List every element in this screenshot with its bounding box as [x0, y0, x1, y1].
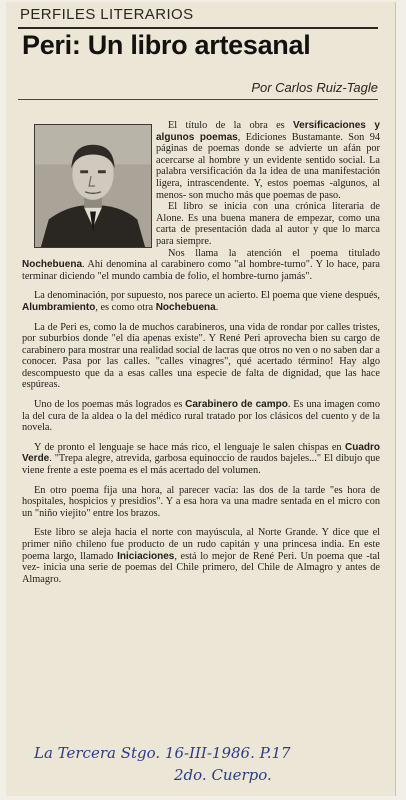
- section-header: PERFILES LITERARIOS: [20, 6, 194, 23]
- article-paragraph: [22, 399, 380, 434]
- bold-title-run: Versificaciones y algunos poemas: [156, 120, 380, 143]
- byline: Por Carlos Ruiz-Tagle: [251, 80, 378, 95]
- text-run: , es como otra: [95, 301, 156, 313]
- bold-title-run: Nochebuena: [155, 301, 216, 313]
- text-run: . Es una imagen como la del cura de la aldea o la del médico rural tratado por los clásicos del cuento y de la novela.: [22, 399, 380, 434]
- text-run: Este libro se aleja hacia el norte con mayúscula, al Norte Grande. Y dice que el primer niño chileno fue producto de un rudo capitán y una princesa india. En este poema largo, llamado: [22, 527, 380, 562]
- text-run: Y de pronto el lenguaje se hace más rico, el lenguaje le salen chispas en: [34, 441, 345, 453]
- text-run: . Ahí denomina al carabinero como "al hombre-turno". Y lo hace, para terminar diciendo "el mundo cambia de folio, el hombre-turno jamás".: [22, 259, 380, 282]
- handwritten-source-date: La Tercera Stgo. 16-III-1986. P.17: [34, 744, 291, 762]
- bold-title-run: Cuadro Verde: [22, 441, 380, 465]
- bold-title-run: Nochebuena: [22, 259, 83, 271]
- bold-title-run: Alumbramiento: [22, 301, 96, 313]
- article-paragraph: [22, 527, 380, 585]
- text-run: La de Peri es, como la de muchos carabineros, una vida de rondar por calles tristes, por suburbios donde "el día apenas existe". Y René Peri aprovecha bien su cargo de carabinero para mostrar una realidad social de lacras que otros no ven o no saben dar a conocer. Pasa por las calles. "calles vinagres", qué acertado término! Hay algo descompuesto que da a esas calles una especie de falta de dignidad, que las hace espúreas.: [22, 321, 380, 391]
- bold-title-run: Carabinero de campo: [185, 399, 288, 411]
- text-run: El libro se inicia con una crónica literaria de Alone. Es una buena manera de empezar, como una carta de presentación dada al autor y que lo marca para siempre.: [156, 201, 380, 247]
- text-run: . "Trepa alegre, atrevida, garbosa equinoccio de raudos bajeles..." El dibujo que viene frente a este poema es el más acertado del volumen.: [22, 453, 380, 477]
- article-body: [22, 120, 380, 585]
- header-rule: [18, 27, 378, 29]
- article-paragraph: [22, 485, 380, 520]
- bold-title-run: Iniciaciones: [117, 550, 175, 562]
- article-paragraph: [22, 442, 380, 477]
- text-run: .: [215, 301, 219, 313]
- text-run: La denominación, por supuesto, nos parece un acierto. El poema que viene después,: [34, 290, 380, 302]
- article-paragraph: [22, 322, 380, 392]
- text-run: , está lo mejor de René Peri. Un poema que -tal vez- inicia una serie de poemas del Chile primero, del Chile de Almagro y antes de Almagro.: [22, 550, 380, 585]
- article-paragraph: [22, 290, 380, 313]
- text-run: Uno de los poemas más logrados es: [34, 399, 186, 411]
- text-run: Nos llama la atención el poema titulado: [168, 247, 380, 259]
- text-run: , Ediciones Bustamante. Son 94 páginas de poemas donde se advierte un afán por acercarse al hombre y un evidente sentido social. La palabra versificación da la idea de una manifestación ligera, intrascendente. Y, estos poemas -algunos, al menos- son mucho más que poemas de paso.: [156, 131, 381, 201]
- text-run: En otro poema fija una hora, al parecer vacía: las dos de la tarde "es hora de hospitales, hospicios y presidios". Y a esa hora va una madre sentada en el micro con un "niño viejito" entre los brazos.: [22, 484, 380, 519]
- byline-rule: [18, 99, 378, 100]
- photo-wrap-space: [22, 120, 156, 254]
- text-run: El título de la obra es: [168, 120, 294, 131]
- article-title: Peri: Un libro artesanal: [22, 30, 311, 60]
- handwritten-annotation: [34, 742, 374, 786]
- handwritten-section: 2do. Cuerpo.: [174, 766, 272, 784]
